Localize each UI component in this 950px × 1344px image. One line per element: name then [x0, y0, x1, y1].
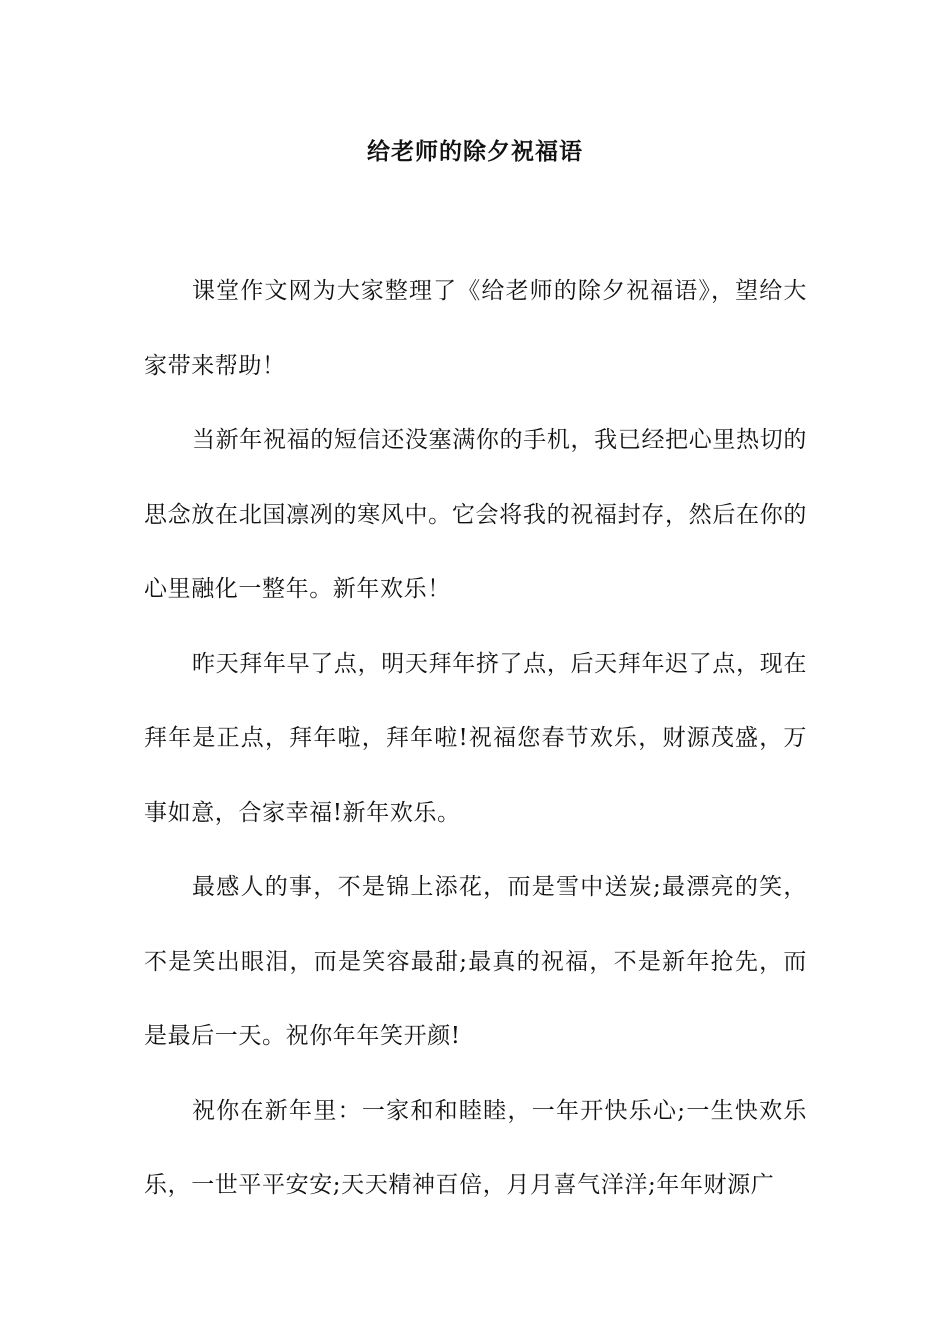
document-body [144, 254, 807, 1223]
paragraph-intro: 课堂作文网为大家整理了《给老师的除夕祝福语》，望给大家带来帮助！ [144, 278, 807, 379]
document-title: 给老师的除夕祝福语 [367, 138, 583, 165]
paragraph-sms-wish: 当新年祝福的短信还没塞满你的手机，我已经把心里热切的思念放在北国凛冽的寒风中。它会将我的祝福封存，然后在你的心里融化一整年。新年欢乐！ [144, 427, 807, 602]
paragraph-family-wish: 祝你在新年里：一家和和睦睦，一年开快乐心;一生快欢乐乐，一世平平安安;天天精神百倍，月月喜气洋洋;年年财源广 [144, 1097, 807, 1198]
paragraph-new-year-greeting: 昨天拜年早了点，明天拜年挤了点，后天拜年迟了点，现在拜年是正点，拜年啦，拜年啦!祝福您春节欢乐，财源茂盛，万事如意，合家幸福!新年欢乐。 [144, 650, 807, 826]
paragraph-touching-things: 最感人的事，不是锦上添花，而是雪中送炭;最漂亮的笑，不是笑出眼泪，而是笑容最甜;最真的祝福，不是新年抢先，而是最后一天。祝你年年笑开颜! [144, 874, 807, 1049]
